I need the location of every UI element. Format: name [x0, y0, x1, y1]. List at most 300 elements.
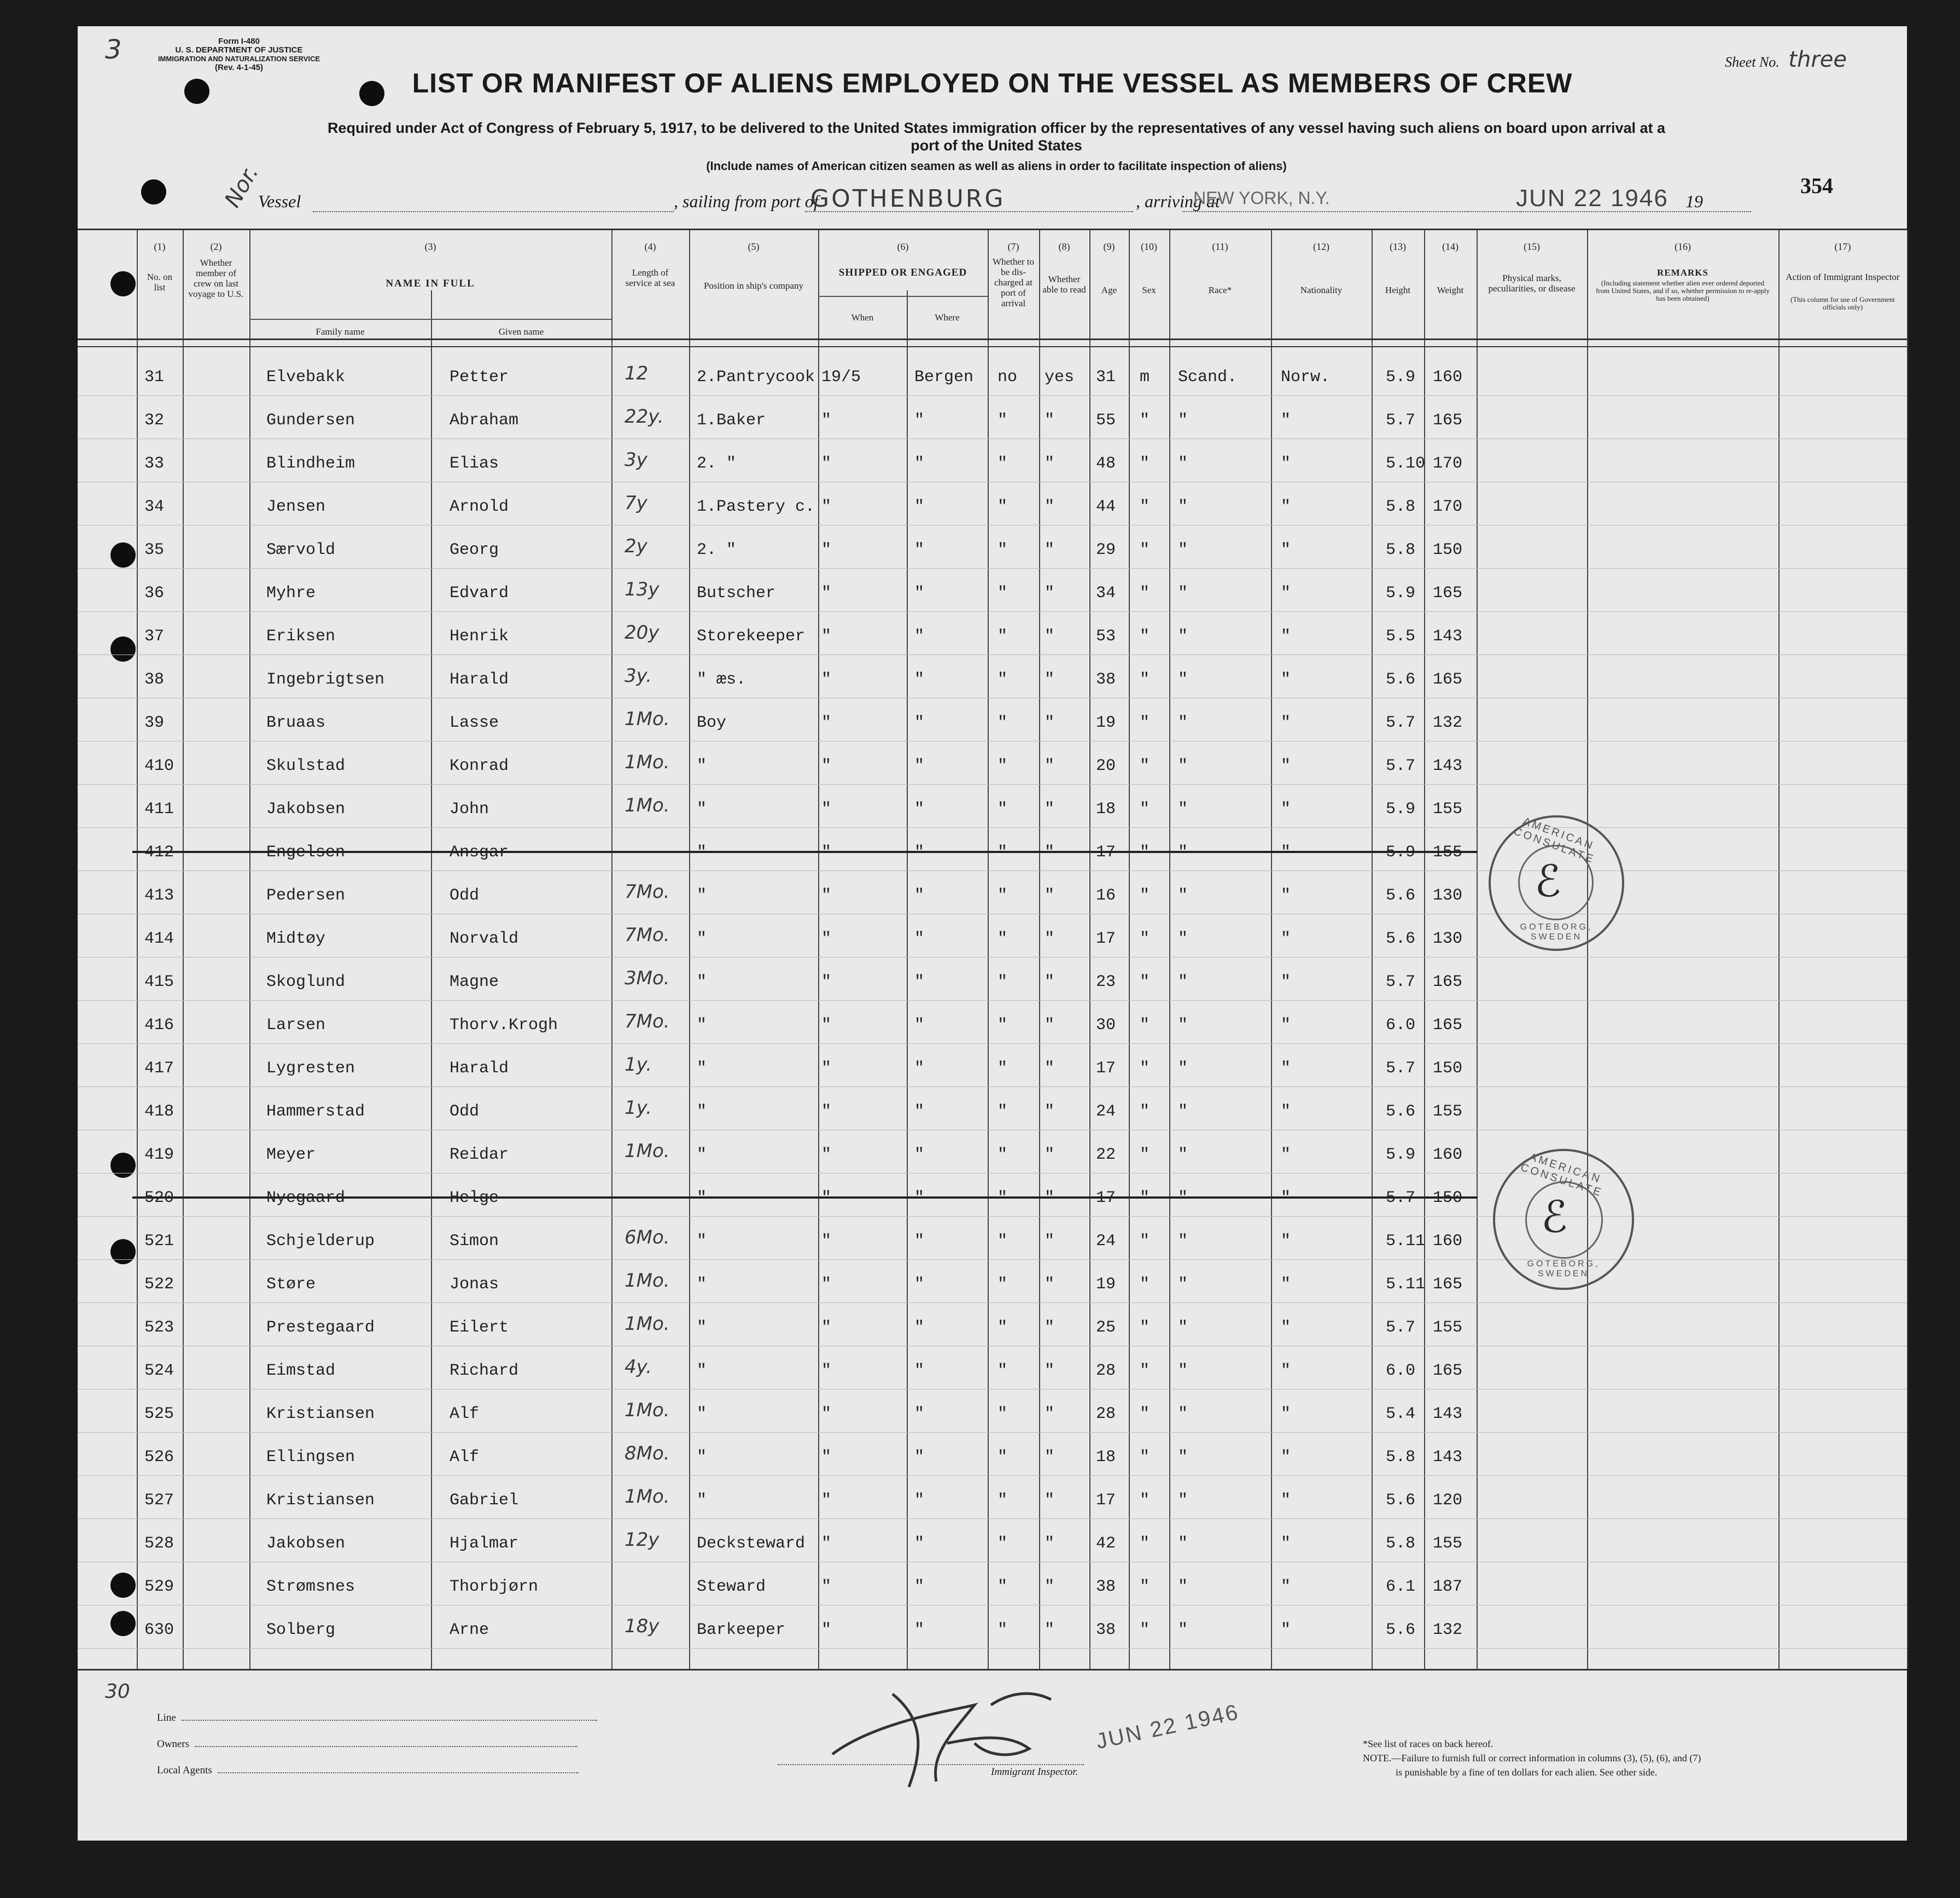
able-to-read: " — [1045, 411, 1055, 430]
able-to-read: " — [1045, 1621, 1055, 1639]
position: " — [697, 1491, 707, 1510]
discharged: " — [998, 411, 1008, 430]
col-head-family-name: Family name — [316, 326, 365, 337]
col-num: (4) — [644, 241, 656, 252]
service-length: 1y. — [625, 1097, 652, 1119]
discharged: " — [998, 1534, 1008, 1553]
nationality: " — [1281, 1578, 1291, 1596]
family-name: Prestegaard — [266, 1318, 375, 1337]
row-number: 417 — [144, 1059, 174, 1078]
height: 5.6 — [1386, 1621, 1416, 1639]
position: " — [697, 1146, 707, 1164]
race: " — [1178, 498, 1188, 516]
subtitle-line-1: Required under Act of Congress of February 5, 1917, to be delivered to the United States immigration officer by the representatives of any vessel having such aliens on board upon arrival at a — [327, 120, 1666, 136]
shipped-where: " — [914, 1534, 925, 1553]
row-number: 35 — [144, 541, 165, 559]
shipped-where: " — [914, 498, 925, 516]
col-head-physical: Physical marks, peculiarities, or disease — [1488, 273, 1576, 294]
family-name: Strømsnes — [266, 1578, 355, 1596]
family-name: Midtøy — [266, 930, 326, 948]
able-to-read: " — [1045, 800, 1055, 819]
table-row — [78, 571, 1907, 614]
shipped-where: Bergen — [914, 368, 974, 387]
age: 17 — [1096, 1059, 1116, 1078]
sex: " — [1140, 843, 1150, 862]
service-length: 20y — [625, 622, 660, 644]
row-number: 413 — [144, 886, 174, 905]
row-number: 38 — [144, 670, 165, 689]
service-length: 1y. — [625, 1054, 652, 1076]
position: Boy — [697, 714, 727, 732]
shipped-when: " — [821, 498, 832, 516]
table-row — [78, 614, 1907, 657]
age: 19 — [1096, 714, 1116, 732]
crew-table — [78, 229, 1907, 1671]
age: 23 — [1096, 973, 1116, 991]
shipped-when: " — [821, 843, 832, 862]
able-to-read: " — [1045, 886, 1055, 905]
shipped-when: " — [821, 1232, 832, 1251]
note-penalty-1: NOTE.—Failure to furnish full or correct information in columns (3), (5), (6), and (7) — [1363, 1753, 1701, 1763]
row-number: 33 — [144, 454, 165, 473]
able-to-read: " — [1045, 1534, 1055, 1553]
given-name: Petter — [450, 368, 509, 387]
family-name: Kristiansen — [266, 1405, 375, 1423]
service-length: 3y. — [625, 665, 652, 687]
height: 5.9 — [1386, 368, 1416, 387]
col-num: (14) — [1442, 241, 1459, 252]
col-head-service: Length of service at sea — [625, 267, 675, 288]
sex: " — [1140, 1275, 1150, 1294]
race: " — [1178, 627, 1188, 646]
row-number: 414 — [144, 930, 174, 948]
position: " — [697, 973, 707, 991]
discharged: " — [998, 843, 1008, 862]
sex: " — [1140, 1146, 1150, 1164]
age: 29 — [1096, 541, 1116, 559]
shipped-where: " — [914, 843, 925, 862]
col-num: (15) — [1524, 241, 1540, 252]
table-row — [78, 484, 1907, 527]
col-head-given-name: Given name — [498, 326, 544, 337]
col-num: (13) — [1390, 241, 1406, 252]
agents-label: Local Agents — [157, 1765, 212, 1776]
weight: 155 — [1433, 1318, 1463, 1337]
sex: " — [1140, 973, 1150, 991]
col-num: (16) — [1675, 241, 1691, 252]
age: 24 — [1096, 1232, 1116, 1251]
age: 38 — [1096, 1621, 1116, 1639]
col-head-sex: Sex — [1142, 285, 1156, 295]
col-head-last-voyage: Whether member of crew on last voyage to U.S. — [188, 258, 244, 299]
row-number: 411 — [144, 800, 174, 819]
weight: 155 — [1433, 843, 1463, 862]
weight: 143 — [1433, 757, 1463, 775]
col-head-name: NAME IN FULL — [386, 278, 475, 289]
col-num: (3) — [424, 241, 436, 252]
service-length: 22y. — [625, 406, 664, 428]
discharged: " — [998, 1448, 1008, 1467]
height: 5.9 — [1386, 1146, 1416, 1164]
sex: " — [1140, 1362, 1150, 1380]
able-to-read: " — [1045, 670, 1055, 689]
nationality: " — [1281, 1534, 1291, 1553]
race: " — [1178, 1016, 1188, 1035]
given-name: Ansgar — [450, 843, 509, 862]
age: 38 — [1096, 1578, 1116, 1596]
nationality: " — [1281, 454, 1291, 473]
row-number: 416 — [144, 1016, 174, 1035]
nationality: " — [1281, 886, 1291, 905]
weight: 150 — [1433, 1059, 1463, 1078]
weight: 150 — [1433, 1189, 1463, 1207]
weight: 155 — [1433, 1102, 1463, 1121]
nationality: " — [1281, 670, 1291, 689]
shipped-where: " — [914, 930, 925, 948]
col-head-weight: Weight — [1437, 285, 1464, 295]
weight: 170 — [1433, 454, 1463, 473]
age: 48 — [1096, 454, 1116, 473]
table-row — [78, 1305, 1907, 1348]
age: 20 — [1096, 757, 1116, 775]
row-number: 520 — [144, 1189, 174, 1207]
family-name: Engelsen — [266, 843, 346, 862]
page-title: LIST OR MANIFEST OF ALIENS EMPLOYED ON THE VESSEL AS MEMBERS OF CREW — [412, 68, 1573, 98]
table-row — [78, 960, 1907, 1002]
nationality: " — [1281, 1189, 1291, 1207]
stamp-initials: ℰ — [1535, 856, 1561, 907]
table-row — [78, 700, 1907, 743]
table-row — [78, 398, 1907, 441]
given-name: Alf — [450, 1448, 480, 1467]
height: 6.1 — [1386, 1578, 1416, 1596]
given-name: Konrad — [450, 757, 509, 775]
able-to-read: " — [1045, 1275, 1055, 1294]
race: " — [1178, 1318, 1188, 1337]
footer-notes — [1363, 1737, 1701, 1779]
sheet-label: Sheet No. — [1725, 54, 1780, 70]
able-to-read: " — [1045, 757, 1055, 775]
discharged: " — [998, 1405, 1008, 1423]
position: " — [697, 843, 707, 862]
row-number: 410 — [144, 757, 174, 775]
age: 28 — [1096, 1362, 1116, 1380]
position: " — [697, 1232, 707, 1251]
position: 2. " — [697, 541, 737, 559]
sex: " — [1140, 1534, 1150, 1553]
family-name: Nyegaard — [266, 1189, 346, 1207]
table-row — [78, 1348, 1907, 1391]
shipped-when: " — [821, 973, 832, 991]
given-name: Harald — [450, 1059, 509, 1078]
strikethrough-line — [132, 851, 1478, 853]
position: " — [697, 1275, 707, 1294]
shipped-when: " — [821, 1448, 832, 1467]
service-length: 7Mo. — [625, 924, 670, 946]
nationality: " — [1281, 1102, 1291, 1121]
shipped-when: " — [821, 1016, 832, 1035]
given-name: Lasse — [450, 714, 499, 732]
race: " — [1178, 1448, 1188, 1467]
weight: 155 — [1433, 800, 1463, 819]
shipped-when: " — [821, 1621, 832, 1639]
shipped-where: " — [914, 973, 925, 991]
given-name: Elias — [450, 454, 499, 473]
family-name: Eimstad — [266, 1362, 336, 1380]
age: 30 — [1096, 1016, 1116, 1035]
race: " — [1178, 1491, 1188, 1510]
family-name: Solberg — [266, 1621, 336, 1639]
family-name: Bruaas — [266, 714, 326, 732]
discharged: " — [998, 454, 1008, 473]
sheet-number — [1725, 47, 1847, 72]
height: 5.8 — [1386, 1448, 1416, 1467]
discharged: " — [998, 1189, 1008, 1207]
stamp-bottom-text: GOTEBORG, SWEDEN — [1527, 1259, 1600, 1278]
race: " — [1178, 1059, 1188, 1078]
race: " — [1178, 843, 1188, 862]
given-name: Harald — [450, 670, 509, 689]
position: " — [697, 1189, 707, 1207]
nationality: " — [1281, 800, 1291, 819]
service-length: 1Mo. — [625, 708, 670, 730]
sex: " — [1140, 411, 1150, 430]
height: 6.0 — [1386, 1362, 1416, 1380]
service: IMMIGRATION AND NATURALIZATION SERVICE — [158, 55, 320, 63]
nationality: " — [1281, 843, 1291, 862]
service-length: 3Mo. — [625, 967, 670, 989]
sex: " — [1140, 1318, 1150, 1337]
col-head-position: Position in ship's company — [703, 281, 804, 291]
discharged: " — [998, 498, 1008, 516]
col-head-nationality: Nationality — [1300, 285, 1343, 295]
height: 5.6 — [1386, 886, 1416, 905]
subtitle-line-3: (Include names of American citizen seamen as well as aliens in order to facilitate inspection of aliens) — [706, 159, 1287, 173]
service-length: 1Mo. — [625, 1313, 670, 1335]
page-number: 354 — [1800, 173, 1833, 198]
height: 5.6 — [1386, 1491, 1416, 1510]
sex: " — [1140, 800, 1150, 819]
race: " — [1178, 930, 1188, 948]
family-name: Gundersen — [266, 411, 355, 430]
nationality: " — [1281, 627, 1291, 646]
able-to-read: " — [1045, 541, 1055, 559]
given-name: Henrik — [450, 627, 509, 646]
shipped-where: " — [914, 1059, 925, 1078]
race: Scand. — [1178, 368, 1238, 387]
service-length: 8Mo. — [625, 1443, 670, 1464]
weight: 130 — [1433, 886, 1463, 905]
department: U. S. DEPARTMENT OF JUSTICE — [175, 45, 303, 55]
owners-label: Owners — [157, 1738, 190, 1750]
arriving-label: , arriving at — [1136, 191, 1220, 211]
shipped-when: " — [821, 930, 832, 948]
given-name: Odd — [450, 1102, 480, 1121]
position: " — [697, 1318, 707, 1337]
shipped-when: " — [821, 1275, 832, 1294]
able-to-read: " — [1045, 973, 1055, 991]
nationality: " — [1281, 1621, 1291, 1639]
shipped-when: " — [821, 1578, 832, 1596]
able-to-read: " — [1045, 1059, 1055, 1078]
col-head-action-note: (This column for use of Government officials only) — [1790, 295, 1895, 311]
family-name: Meyer — [266, 1146, 316, 1164]
race: " — [1178, 670, 1188, 689]
stamp-bottom-text: GOTEBORG, SWEDEN — [1520, 922, 1593, 942]
discharged: " — [998, 886, 1008, 905]
row-number: 39 — [144, 714, 165, 732]
position: Decksteward — [697, 1534, 806, 1553]
row-number: 521 — [144, 1232, 174, 1251]
nationality: " — [1281, 584, 1291, 603]
weight: 160 — [1433, 1146, 1463, 1164]
nationality: Norw. — [1281, 368, 1331, 387]
race: " — [1178, 1189, 1188, 1207]
sex: " — [1140, 541, 1150, 559]
sex: m — [1140, 368, 1150, 387]
shipped-where: " — [914, 1275, 925, 1294]
height: 5.7 — [1386, 973, 1416, 991]
age: 19 — [1096, 1275, 1116, 1294]
row-number: 525 — [144, 1405, 174, 1423]
vessel-label: Vessel — [258, 191, 301, 211]
row-number: 419 — [144, 1146, 174, 1164]
family-name: Schjelderup — [266, 1232, 375, 1251]
sex: " — [1140, 1448, 1150, 1467]
family-name: Kristiansen — [266, 1491, 375, 1510]
shipped-where: " — [914, 757, 925, 775]
race: " — [1178, 973, 1188, 991]
weight: 165 — [1433, 411, 1463, 430]
family-name: Skulstad — [266, 757, 346, 775]
family-name: Pedersen — [266, 886, 346, 905]
col-head-action: Action of Immigrant Inspector — [1786, 272, 1900, 282]
sex: " — [1140, 1491, 1150, 1510]
race: " — [1178, 1405, 1188, 1423]
shipped-when: " — [821, 627, 832, 646]
shipped-where: " — [914, 1016, 925, 1035]
given-name: Simon — [450, 1232, 499, 1251]
table-row — [78, 1608, 1907, 1650]
weight: 120 — [1433, 1491, 1463, 1510]
nationality: " — [1281, 1491, 1291, 1510]
able-to-read: " — [1045, 498, 1055, 516]
row-number: 522 — [144, 1275, 174, 1294]
shipped-where: " — [914, 1578, 925, 1596]
shipped-where: " — [914, 1491, 925, 1510]
shipped-when: " — [821, 1318, 832, 1337]
discharged: " — [998, 757, 1008, 775]
race: " — [1178, 1232, 1188, 1251]
shipped-when: " — [821, 454, 832, 473]
arriving-port: NEW YORK, N.Y. — [1193, 188, 1330, 208]
subtitle — [176, 119, 1817, 175]
service-length: 4y. — [625, 1356, 652, 1378]
col-num: (1) — [154, 241, 166, 252]
col-num: (10) — [1141, 241, 1157, 252]
race: " — [1178, 1146, 1188, 1164]
race: " — [1178, 886, 1188, 905]
race: " — [1178, 714, 1188, 732]
age: 55 — [1096, 411, 1116, 430]
table-row — [78, 1392, 1907, 1434]
able-to-read: " — [1045, 1146, 1055, 1164]
height: 5.7 — [1386, 1189, 1416, 1207]
age: 22 — [1096, 1146, 1116, 1164]
able-to-read: " — [1045, 1232, 1055, 1251]
position: Steward — [697, 1578, 766, 1596]
row-number: 32 — [144, 411, 165, 430]
family-name: Jakobsen — [266, 1534, 346, 1553]
able-to-read: yes — [1045, 368, 1075, 387]
weight: 150 — [1433, 541, 1463, 559]
shipped-when: " — [821, 800, 832, 819]
table-row — [78, 873, 1907, 916]
able-to-read: " — [1045, 454, 1055, 473]
sex: " — [1140, 757, 1150, 775]
shipped-when: " — [821, 1189, 832, 1207]
discharged: " — [998, 627, 1008, 646]
age: 24 — [1096, 1102, 1116, 1121]
position: 2.Pantrycook — [697, 368, 815, 387]
table-row — [78, 1262, 1907, 1305]
age: 18 — [1096, 1448, 1116, 1467]
shipped-where: " — [914, 1405, 925, 1423]
sex: " — [1140, 1405, 1150, 1423]
height: 5.6 — [1386, 930, 1416, 948]
shipped-when: " — [821, 1534, 832, 1553]
discharged: " — [998, 714, 1008, 732]
table-row — [78, 1089, 1907, 1132]
height: 5.4 — [1386, 1405, 1416, 1423]
sex: " — [1140, 930, 1150, 948]
height: 5.8 — [1386, 1534, 1416, 1553]
shipped-where: " — [914, 584, 925, 603]
family-name: Blindheim — [266, 454, 355, 473]
race: " — [1178, 1578, 1188, 1596]
nationality: " — [1281, 498, 1291, 516]
sailing-port: GOTHENBURG — [810, 185, 1006, 213]
shipped-when: " — [821, 670, 832, 689]
service-length: 1Mo. — [625, 751, 670, 773]
shipped-where: " — [914, 800, 925, 819]
table-row — [78, 1435, 1907, 1477]
race: " — [1178, 757, 1188, 775]
nationality: " — [1281, 1016, 1291, 1035]
weight: 165 — [1433, 584, 1463, 603]
race: " — [1178, 541, 1188, 559]
sex: " — [1140, 454, 1150, 473]
col-head-where: Where — [935, 312, 960, 323]
race: " — [1178, 800, 1188, 819]
weight: 143 — [1433, 627, 1463, 646]
consulate-stamp — [1489, 815, 1624, 951]
able-to-read: " — [1045, 1491, 1055, 1510]
col-num: (9) — [1103, 241, 1115, 252]
shipped-where: " — [914, 1621, 925, 1639]
nationality: " — [1281, 1362, 1291, 1380]
row-number: 415 — [144, 973, 174, 991]
family-name: Jensen — [266, 498, 326, 516]
able-to-read: " — [1045, 1318, 1055, 1337]
shipped-where: " — [914, 886, 925, 905]
corner-mark: 3 — [105, 34, 122, 65]
race: " — [1178, 1275, 1188, 1294]
col-num: (7) — [1007, 241, 1019, 252]
age: 17 — [1096, 930, 1116, 948]
shipped-when: " — [821, 411, 832, 430]
shipped-where: " — [914, 670, 925, 689]
